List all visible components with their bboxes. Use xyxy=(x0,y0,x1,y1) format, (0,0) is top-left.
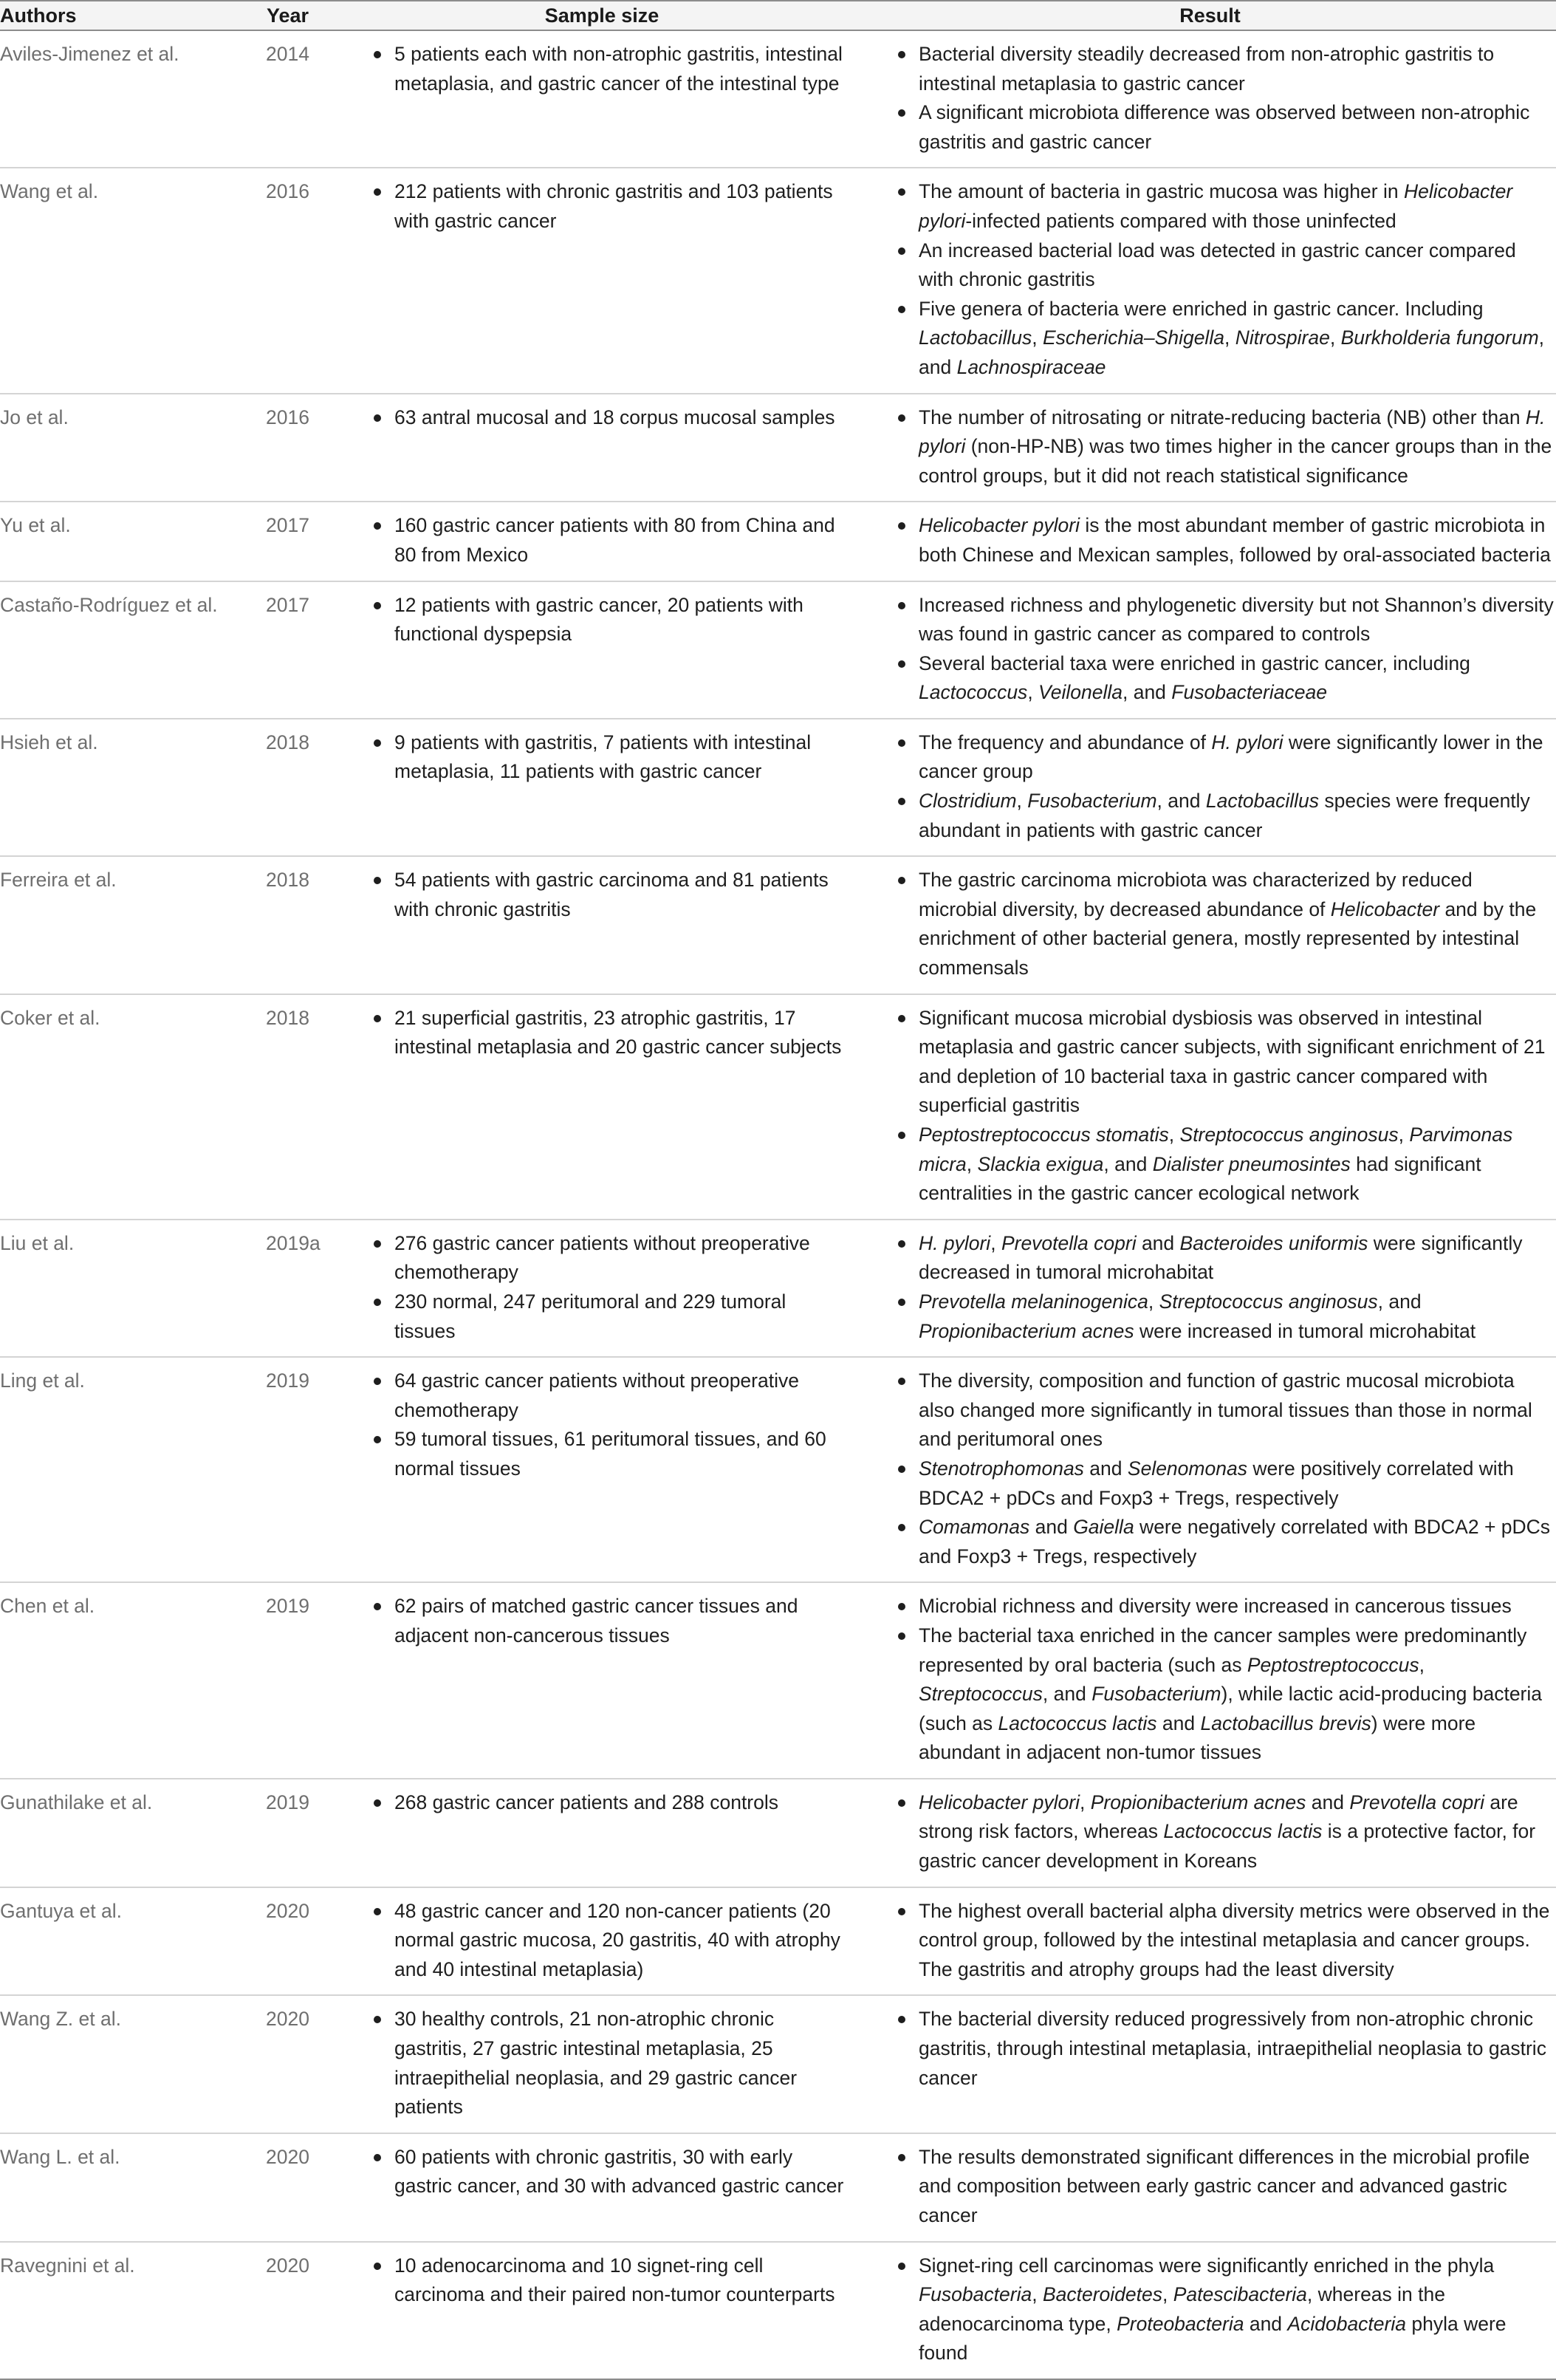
cell-year: 2018 xyxy=(266,994,340,1220)
cell-author: Yu et al. xyxy=(0,502,266,581)
sample-size-item: 276 gastric cancer patients without preoperative chemotherapy xyxy=(369,1229,849,1288)
table-row xyxy=(0,394,1556,502)
cell-sample-size xyxy=(340,856,864,994)
cell-year: 2018 xyxy=(266,719,340,856)
result-item: The gastric carcinoma microbiota was characterized by reduced microbial diversity, by decreased abundance of Helicobacter and by the enrichment of other bacterial genera, mostly represented by intestinal commensals xyxy=(894,866,1555,982)
result-item: Peptostreptococcus stomatis, Streptococcus anginosus, Parvimonas micra, Slackia exigua, and Dialister pneumosintes had significant centralities in the gastric cancer ecological network xyxy=(894,1121,1555,1208)
cell-sample-size xyxy=(340,994,864,1220)
sample-size-item: 212 patients with chronic gastritis and 103 patients with gastric cancer xyxy=(369,177,849,236)
sample-size-list xyxy=(369,511,849,570)
cell-sample-size xyxy=(340,394,864,502)
table-row xyxy=(0,2242,1556,2379)
result-list xyxy=(894,591,1555,708)
cell-result xyxy=(864,1357,1556,1582)
cell-author: Coker et al. xyxy=(0,994,266,1220)
table-row xyxy=(0,994,1556,1220)
sample-size-list xyxy=(369,1367,849,1483)
result-list xyxy=(894,1004,1555,1208)
sample-size-list xyxy=(369,1004,849,1062)
cell-result xyxy=(864,581,1556,719)
result-item: Helicobacter pylori, Propionibacterium acnes and Prevotella copri are strong risk factors, whereas Lactococcus lactis is a protective factor, for gastric cancer development in Koreans xyxy=(894,1788,1555,1876)
sample-size-item: 12 patients with gastric cancer, 20 patients with functional dyspepsia xyxy=(369,591,849,649)
result-list xyxy=(894,511,1555,570)
cell-year: 2020 xyxy=(266,2242,340,2379)
result-item: The bacterial diversity reduced progressively from non-atrophic chronic gastritis, through intestinal metaplasia, intraepithelial neoplasia to gastric cancer xyxy=(894,2005,1555,2093)
cell-year: 2020 xyxy=(266,2133,340,2242)
sample-size-item: 59 tumoral tissues, 61 peritumoral tissues, and 60 normal tissues xyxy=(369,1425,849,1483)
sample-size-item: 5 patients each with non-atrophic gastritis, intestinal metaplasia, and gastric cancer of the intestinal type xyxy=(369,40,849,98)
result-list xyxy=(894,403,1555,491)
sample-size-item: 10 adenocarcinoma and 10 signet-ring cell carcinoma and their paired non-tumor counterparts xyxy=(369,2251,849,2310)
table-body xyxy=(0,30,1556,2379)
cell-author: Hsieh et al. xyxy=(0,719,266,856)
cell-year: 2019 xyxy=(266,1357,340,1582)
result-item: Bacterial diversity steadily decreased from non-atrophic gastritis to intestinal metaplasia to gastric cancer xyxy=(894,40,1555,98)
cell-sample-size xyxy=(340,581,864,719)
cell-sample-size xyxy=(340,30,864,168)
result-item: Microbial richness and diversity were increased in cancerous tissues xyxy=(894,1592,1555,1621)
cell-year: 2019 xyxy=(266,1582,340,1779)
result-item: The frequency and abundance of H. pylori were significantly lower in the cancer group xyxy=(894,728,1555,787)
cell-author: Aviles-Jimenez et al. xyxy=(0,30,266,168)
sample-size-list xyxy=(369,1592,849,1650)
result-item: The bacterial taxa enriched in the cancer samples were predominantly represented by oral bacteria (such as Peptostreptococcus, Streptococcus, and Fusobacterium), while lactic acid-producing bacteria (such as Lactococcus lactis and Lactobacillus brevis) were more abundant in adjacent non-tumor tissues xyxy=(894,1621,1555,1768)
result-list xyxy=(894,40,1555,157)
cell-author: Ravegnini et al. xyxy=(0,2242,266,2379)
cell-sample-size xyxy=(340,2242,864,2379)
sample-size-list xyxy=(369,1897,849,1985)
sample-size-list xyxy=(369,403,849,433)
cell-year: 2019a xyxy=(266,1220,340,1357)
sample-size-item: 64 gastric cancer patients without preoperative chemotherapy xyxy=(369,1367,849,1425)
sample-size-list xyxy=(369,591,849,649)
cell-result xyxy=(864,1779,1556,1887)
cell-sample-size xyxy=(340,1995,864,2133)
cell-result xyxy=(864,502,1556,581)
result-list xyxy=(894,1592,1555,1768)
cell-author: Wang et al. xyxy=(0,168,266,393)
table-row xyxy=(0,1779,1556,1887)
result-item: An increased bacterial load was detected in gastric cancer compared with chronic gastritis xyxy=(894,236,1555,295)
cell-result xyxy=(864,856,1556,994)
result-item: The number of nitrosating or nitrate-reducing bacteria (NB) other than H. pylori (non-HP-NB) was two times higher in the cancer groups than in the control groups, but it did not reach statistical significance xyxy=(894,403,1555,491)
cell-author: Ferreira et al. xyxy=(0,856,266,994)
cell-author: Ling et al. xyxy=(0,1357,266,1582)
cell-sample-size xyxy=(340,1779,864,1887)
cell-author: Wang L. et al. xyxy=(0,2133,266,2242)
table-row xyxy=(0,856,1556,994)
cell-result xyxy=(864,2242,1556,2379)
cell-year: 2020 xyxy=(266,1995,340,2133)
sample-size-list xyxy=(369,2251,849,2310)
cell-result xyxy=(864,30,1556,168)
result-item: Increased richness and phylogenetic diversity but not Shannon’s diversity was found in gastric cancer as compared to controls xyxy=(894,591,1555,649)
cell-year: 2019 xyxy=(266,1779,340,1887)
result-item: Several bacterial taxa were enriched in gastric cancer, including Lactococcus, Veilonella, and Fusobacteriaceae xyxy=(894,649,1555,708)
result-item: H. pylori, Prevotella copri and Bacteroides uniformis were significantly decreased in tumoral microhabitat xyxy=(894,1229,1555,1288)
cell-result xyxy=(864,1995,1556,2133)
table-header xyxy=(0,1,1556,30)
header-result: Result xyxy=(864,1,1556,30)
sample-size-item: 9 patients with gastritis, 7 patients with intestinal metaplasia, 11 patients with gastric cancer xyxy=(369,728,849,787)
cell-result xyxy=(864,994,1556,1220)
sample-size-item: 268 gastric cancer patients and 288 controls xyxy=(369,1788,849,1818)
cell-year: 2020 xyxy=(266,1887,340,1996)
sample-size-item: 21 superficial gastritis, 23 atrophic gastritis, 17 intestinal metaplasia and 20 gastric cancer subjects xyxy=(369,1004,849,1062)
table-row xyxy=(0,1582,1556,1779)
result-item: The highest overall bacterial alpha diversity metrics were observed in the control group, followed by the intestinal metaplasia and cancer groups. The gastritis and atrophy groups had the least diversity xyxy=(894,1897,1555,1985)
result-list xyxy=(894,728,1555,845)
cell-result xyxy=(864,394,1556,502)
sample-size-list xyxy=(369,2143,849,2201)
sample-size-list xyxy=(369,728,849,787)
cell-author: Liu et al. xyxy=(0,1220,266,1357)
cell-author: Jo et al. xyxy=(0,394,266,502)
sample-size-item: 60 patients with chronic gastritis, 30 with early gastric cancer, and 30 with advanced gastric cancer xyxy=(369,2143,849,2201)
result-item: Significant mucosa microbial dysbiosis was observed in intestinal metaplasia and gastric cancer subjects, with significant enrichment of 21 and depletion of 10 bacterial taxa in gastric cancer compared with superficial gastritis xyxy=(894,1004,1555,1121)
result-item: Clostridium, Fusobacterium, and Lactobacillus species were frequently abundant in patients with gastric cancer xyxy=(894,787,1555,845)
cell-sample-size xyxy=(340,2133,864,2242)
cell-year: 2017 xyxy=(266,581,340,719)
cell-year: 2016 xyxy=(266,394,340,502)
cell-result xyxy=(864,1887,1556,1996)
result-item: Stenotrophomonas and Selenomonas were positively correlated with BDCA2 + pDCs and Foxp3 + Tregs, respectively xyxy=(894,1454,1555,1513)
cell-author: Chen et al. xyxy=(0,1582,266,1779)
result-item: Comamonas and Gaiella were negatively correlated with BDCA2 + pDCs and Foxp3 + Tregs, respectively xyxy=(894,1513,1555,1571)
cell-author: Gunathilake et al. xyxy=(0,1779,266,1887)
table-row xyxy=(0,1887,1556,1996)
result-item: Helicobacter pylori is the most abundant member of gastric microbiota in both Chinese and Mexican samples, followed by oral-associated bacteria xyxy=(894,511,1555,570)
cell-result xyxy=(864,168,1556,393)
result-list xyxy=(894,1229,1555,1346)
cell-sample-size xyxy=(340,1887,864,1996)
cell-sample-size xyxy=(340,1357,864,1582)
result-item: Prevotella melaninogenica, Streptococcus anginosus, and Propionibacterium acnes were increased in tumoral microhabitat xyxy=(894,1288,1555,1346)
sample-size-list xyxy=(369,2005,849,2121)
sample-size-item: 160 gastric cancer patients with 80 from China and 80 from Mexico xyxy=(369,511,849,570)
sample-size-item: 54 patients with gastric carcinoma and 81 patients with chronic gastritis xyxy=(369,866,849,924)
sample-size-list xyxy=(369,1229,849,1346)
result-list xyxy=(894,2143,1555,2231)
result-item: The results demonstrated significant differences in the microbial profile and composition between early gastric cancer and advanced gastric cancer xyxy=(894,2143,1555,2231)
table-row xyxy=(0,581,1556,719)
table-row xyxy=(0,30,1556,168)
result-item: A significant microbiota difference was observed between non-atrophic gastritis and gastric cancer xyxy=(894,98,1555,157)
table-row xyxy=(0,168,1556,393)
sample-size-list xyxy=(369,1788,849,1818)
cell-sample-size xyxy=(340,1220,864,1357)
result-list xyxy=(894,866,1555,982)
result-list xyxy=(894,1367,1555,1571)
cell-year: 2018 xyxy=(266,856,340,994)
sample-size-list xyxy=(369,40,849,98)
cell-sample-size xyxy=(340,719,864,856)
header-year: Year xyxy=(266,1,340,30)
table-row xyxy=(0,1220,1556,1357)
result-list xyxy=(894,177,1555,382)
table-row xyxy=(0,719,1556,856)
cell-result xyxy=(864,1220,1556,1357)
cell-result xyxy=(864,1582,1556,1779)
result-list xyxy=(894,2251,1555,2368)
cell-sample-size xyxy=(340,168,864,393)
result-item: Five genera of bacteria were enriched in gastric cancer. Including Lactobacillus, Escherichia–Shigella, Nitrospirae, Burkholderia fungorum, and Lachnospiraceae xyxy=(894,295,1555,383)
cell-author: Castaño-Rodríguez et al. xyxy=(0,581,266,719)
sample-size-list xyxy=(369,177,849,236)
cell-author: Gantuya et al. xyxy=(0,1887,266,1996)
cell-sample-size xyxy=(340,1582,864,1779)
cell-author: Wang Z. et al. xyxy=(0,1995,266,2133)
sample-size-item: 62 pairs of matched gastric cancer tissues and adjacent non-cancerous tissues xyxy=(369,1592,849,1650)
result-list xyxy=(894,1788,1555,1876)
sample-size-list xyxy=(369,866,849,924)
cell-year: 2016 xyxy=(266,168,340,393)
sample-size-item: 230 normal, 247 peritumoral and 229 tumoral tissues xyxy=(369,1288,849,1346)
cell-year: 2017 xyxy=(266,502,340,581)
cell-result xyxy=(864,719,1556,856)
result-item: The amount of bacteria in gastric mucosa was higher in Helicobacter pylori-infected patients compared with those uninfected xyxy=(894,177,1555,236)
result-item: The diversity, composition and function of gastric mucosal microbiota also changed more significantly in tumoral tissues than those in normal and peritumoral ones xyxy=(894,1367,1555,1454)
table-row xyxy=(0,502,1556,581)
cell-year: 2014 xyxy=(266,30,340,168)
cell-result xyxy=(864,2133,1556,2242)
table-row xyxy=(0,2133,1556,2242)
table-row xyxy=(0,1995,1556,2133)
sample-size-item: 48 gastric cancer and 120 non-cancer patients (20 normal gastric mucosa, 20 gastritis, 40 with atrophy and 40 intestinal metaplasia) xyxy=(369,1897,849,1985)
table-row xyxy=(0,1357,1556,1582)
result-list xyxy=(894,2005,1555,2093)
result-list xyxy=(894,1897,1555,1985)
header-sample-size: Sample size xyxy=(340,1,864,30)
sample-size-item: 30 healthy controls, 21 non-atrophic chronic gastritis, 27 gastric intestinal metaplasia, 25 intraepithelial neoplasia, and 29 gastric cancer patients xyxy=(369,2005,849,2121)
cell-sample-size xyxy=(340,502,864,581)
header-authors: Authors xyxy=(0,1,266,30)
result-item: Signet-ring cell carcinomas were significantly enriched in the phyla Fusobacteria, Bacteroidetes, Patescibacteria, whereas in the adenocarcinoma type, Proteobacteria and Acidobacteria phyla were found xyxy=(894,2251,1555,2368)
sample-size-item: 63 antral mucosal and 18 corpus mucosal samples xyxy=(369,403,849,433)
header-row xyxy=(0,1,1556,30)
